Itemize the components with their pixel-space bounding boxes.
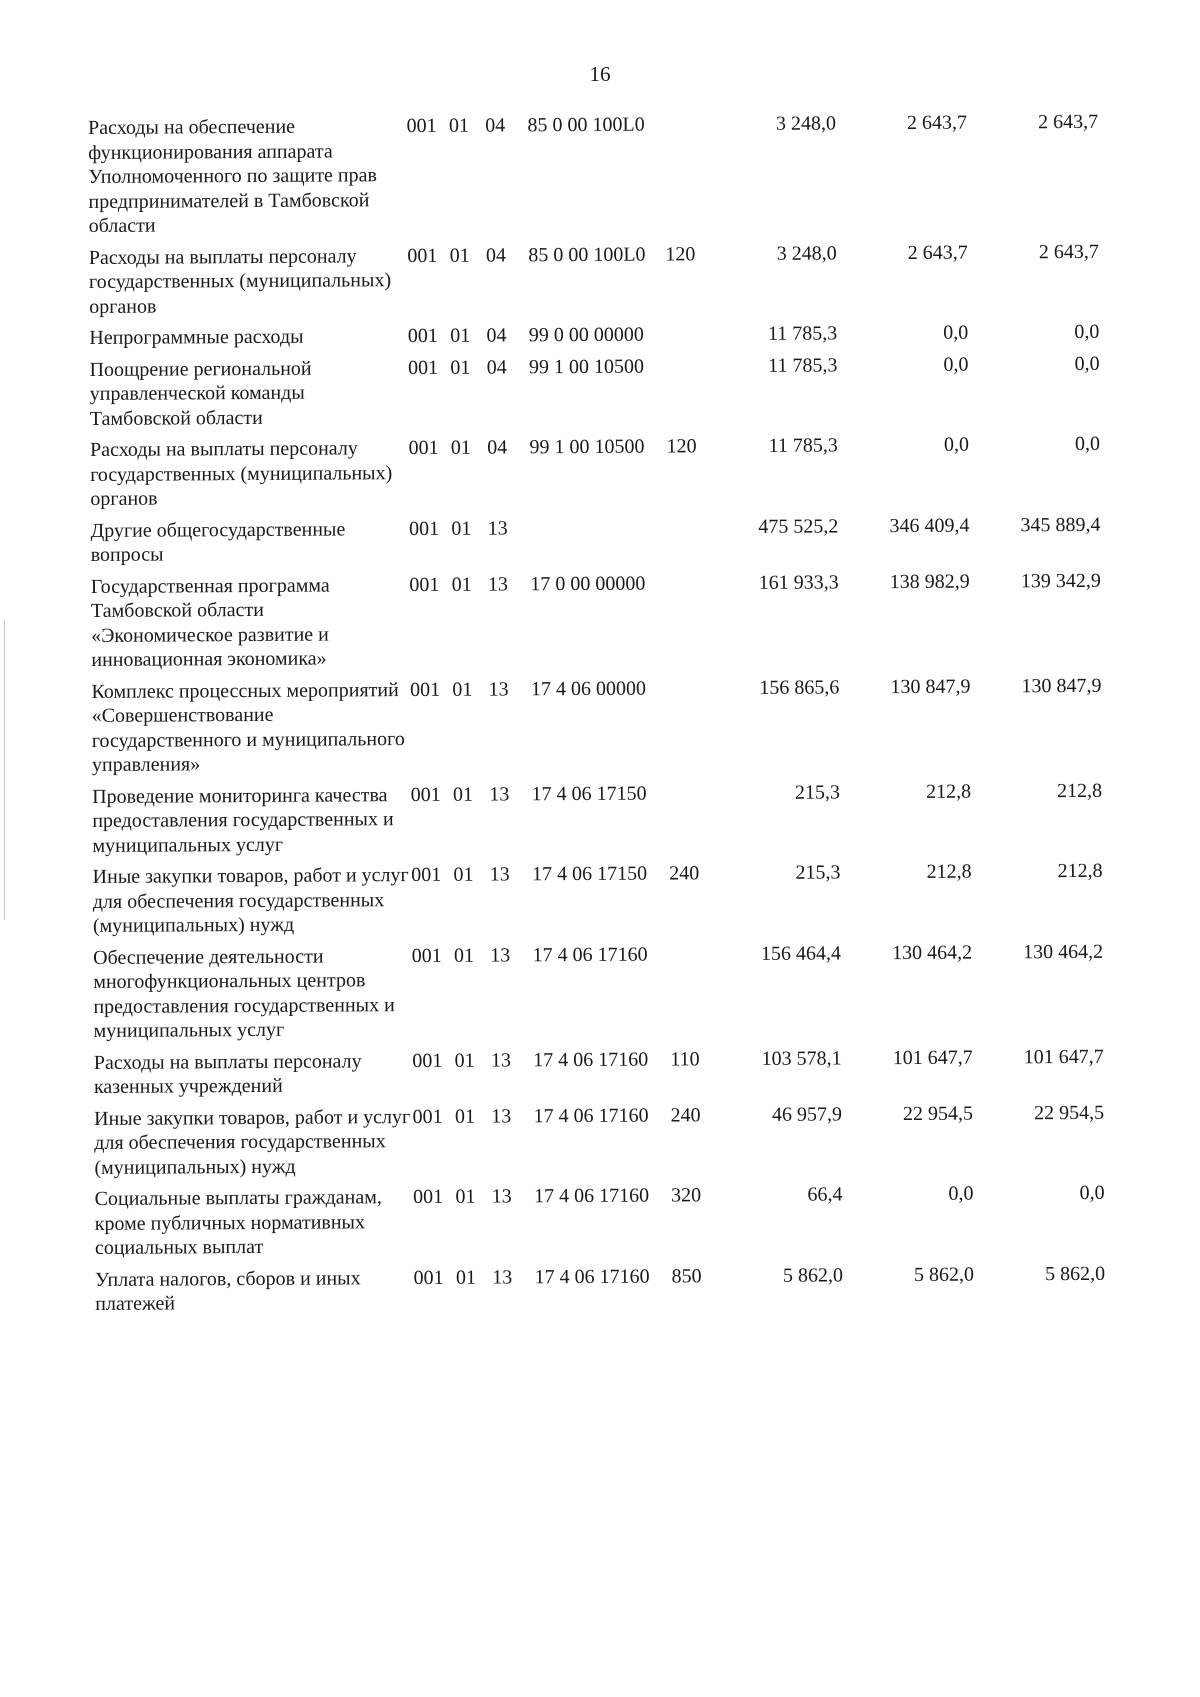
subsection-code: 13 xyxy=(490,1048,511,1072)
amount-year-1: 156 865,6 xyxy=(759,675,840,699)
subsection-code: 13 xyxy=(490,943,511,967)
table-row xyxy=(90,432,1100,519)
target-article-code: 17 4 06 17160 xyxy=(533,1048,649,1071)
subsection-code: 04 xyxy=(486,355,507,379)
expense-type-code xyxy=(669,781,730,862)
row-name: Иные закупки товаров, работ и услуг для обеспечения государственных (муниципальных) нужд xyxy=(92,864,409,937)
row-name: Поощрение региональной управленческой команды Тамбовской области xyxy=(89,357,312,430)
subsection-code: 04 xyxy=(485,114,506,137)
amount-year-2: 212,8 xyxy=(926,860,972,883)
amount-year-3: 5 862,0 xyxy=(1045,1262,1106,1285)
amount-year-3: 139 342,9 xyxy=(1020,569,1101,592)
amount-year-3: 345 889,4 xyxy=(1020,513,1101,536)
amount-year-3: 130 847,9 xyxy=(1021,674,1102,697)
admin-code: 001 xyxy=(413,1266,444,1289)
row-name: Расходы на выплаты персоналу государственных (муниципальных) органов xyxy=(89,437,393,510)
amount-year-2: 5 862,0 xyxy=(913,1263,975,1286)
table-row xyxy=(91,673,1102,784)
admin-code: 001 xyxy=(411,944,442,967)
row-name: Комплекс процессных мероприятий «Совершенствование государственного и муниципального управления» xyxy=(91,678,405,776)
admin-code: 001 xyxy=(412,1049,443,1072)
amount-year-1: 161 933,3 xyxy=(758,570,839,594)
table-row xyxy=(91,568,1102,679)
expense-type-code: 120 xyxy=(666,435,697,458)
amount-year-3: 0,0 xyxy=(1074,352,1100,375)
amount-year-1: 103 578,1 xyxy=(761,1046,842,1070)
subsection-code: 13 xyxy=(492,1265,513,1289)
target-article-code: 17 4 06 00000 xyxy=(530,677,647,700)
amount-year-3: 2 643,7 xyxy=(1038,240,1099,263)
scan-artifact xyxy=(4,620,5,920)
target-article-code: 99 1 00 10500 xyxy=(528,355,645,378)
section-code: 01 xyxy=(450,356,471,379)
admin-code: 001 xyxy=(408,436,439,460)
amount-year-2: 0,0 xyxy=(943,433,969,456)
expense-type-code: 240 xyxy=(670,1103,701,1126)
target-article-code: 17 0 00 00000 xyxy=(530,572,646,595)
section-code: 01 xyxy=(452,678,473,701)
target-article-code xyxy=(528,515,667,572)
expense-type-code xyxy=(666,354,727,435)
section-code: 01 xyxy=(454,1049,475,1072)
subsection-code: 13 xyxy=(487,572,509,596)
amount-year-1: 3 248,0 xyxy=(775,112,837,135)
expense-type-code xyxy=(665,112,726,242)
amount-year-3: 2 643,7 xyxy=(1037,110,1099,134)
admin-code: 001 xyxy=(409,573,440,596)
amount-year-2: 101 647,7 xyxy=(892,1046,973,1069)
amount-year-1: 156 464,4 xyxy=(760,941,842,965)
admin-code: 001 xyxy=(412,1105,443,1128)
section-code: 01 xyxy=(452,783,474,806)
section-code: 01 xyxy=(451,517,472,540)
amount-year-2: 2 643,7 xyxy=(906,111,968,134)
row-name: Непрограммные расходы xyxy=(89,325,304,349)
row-name: Расходы на обеспечение функционирования аппарата Уполномоченного по защите прав предпринимателей в Тамбовской области xyxy=(88,115,377,237)
budget-table xyxy=(88,110,1105,1324)
expense-type-code xyxy=(668,676,729,781)
expense-type-code xyxy=(666,322,727,354)
row-name: Расходы на выплаты персоналу казенных учреждений xyxy=(93,1049,362,1098)
amount-year-2: 130 847,9 xyxy=(890,675,971,698)
section-code: 01 xyxy=(455,1185,476,1208)
target-article-code: 17 4 06 17160 xyxy=(534,1265,650,1288)
table-row xyxy=(94,1044,1104,1106)
expense-type-code: 110 xyxy=(670,1047,700,1070)
amount-year-3: 212,8 xyxy=(1057,859,1103,883)
admin-code: 001 xyxy=(411,863,442,887)
section-code: 01 xyxy=(450,324,471,347)
amount-year-3: 0,0 xyxy=(1079,1181,1105,1204)
target-article-code: 99 0 00 00000 xyxy=(528,323,644,347)
amount-year-1: 46 957,9 xyxy=(771,1102,843,1126)
amount-year-1: 11 785,3 xyxy=(768,353,838,377)
section-code: 01 xyxy=(453,863,474,886)
table-row xyxy=(90,512,1100,574)
table-row xyxy=(88,110,1099,246)
expense-type-code: 240 xyxy=(669,862,700,885)
amount-year-1: 215,3 xyxy=(795,861,841,884)
section-code: 01 xyxy=(455,1266,477,1289)
section-code: 01 xyxy=(451,573,472,596)
row-name: Другие общегосударственные вопросы xyxy=(90,517,346,566)
section-code: 01 xyxy=(450,436,471,459)
admin-code: 001 xyxy=(413,1185,444,1209)
admin-code: 001 xyxy=(410,783,441,806)
section-code: 01 xyxy=(453,944,475,967)
amount-year-2: 0,0 xyxy=(948,1182,974,1205)
table-row xyxy=(95,1181,1105,1268)
table-row xyxy=(94,1100,1104,1187)
amount-year-3: 130 464,2 xyxy=(1023,940,1104,963)
subsection-code: 13 xyxy=(489,863,510,886)
subsection-code: 13 xyxy=(491,1104,512,1128)
expense-type-code: 320 xyxy=(671,1184,702,1207)
amount-year-2: 130 464,2 xyxy=(891,941,973,964)
amount-year-3: 22 954,5 xyxy=(1034,1101,1105,1124)
row-name: Обеспечение деятельности многофункциональных центров предоставления государственных и муниципальных услуг xyxy=(93,945,395,1042)
table-row xyxy=(93,859,1103,946)
admin-code: 001 xyxy=(408,517,440,540)
target-article-code: 17 4 06 17150 xyxy=(531,782,647,805)
table-row xyxy=(89,239,1099,326)
amount-year-1: 66,4 xyxy=(807,1183,843,1206)
subsection-code: 13 xyxy=(491,1185,512,1208)
admin-code: 001 xyxy=(407,356,439,379)
table-row xyxy=(93,939,1104,1050)
row-name: Социальные выплаты гражданам, кроме публичных нормативных социальных выплат xyxy=(94,1186,382,1259)
amount-year-1: 215,3 xyxy=(794,780,841,804)
amount-year-1: 5 862,0 xyxy=(782,1263,844,1287)
amount-year-3: 212,8 xyxy=(1057,779,1103,802)
expense-type-code xyxy=(667,571,728,676)
subsection-code: 04 xyxy=(487,436,508,459)
target-article-code: 85 0 00 100L0 xyxy=(527,113,645,137)
admin-code: 001 xyxy=(409,678,441,701)
target-article-code: 17 4 06 17160 xyxy=(532,943,648,966)
amount-year-1: 3 248,0 xyxy=(776,241,837,265)
amount-year-2: 2 643,7 xyxy=(907,241,968,264)
table-row xyxy=(92,778,1102,865)
table-row xyxy=(89,351,1099,438)
target-article-code: 85 0 00 100L0 xyxy=(528,243,646,266)
page-number: 16 xyxy=(589,62,611,86)
amount-year-2: 22 954,5 xyxy=(902,1102,974,1125)
row-name: Расходы на выплаты персоналу государственных (муниципальных) органов xyxy=(88,244,392,318)
amount-year-3: 0,0 xyxy=(1074,320,1100,343)
amount-year-1: 11 785,3 xyxy=(767,322,838,345)
section-code: 01 xyxy=(448,114,469,137)
subsection-code: 13 xyxy=(487,516,508,540)
section-code: 01 xyxy=(449,244,470,267)
amount-year-2: 346 409,4 xyxy=(889,514,970,537)
target-article-code: 17 4 06 17160 xyxy=(533,1184,650,1208)
expense-type-code xyxy=(667,515,728,571)
expense-type-code: 850 xyxy=(671,1264,702,1287)
subsection-code: 04 xyxy=(485,243,507,267)
target-article-code: 17 4 06 17150 xyxy=(532,862,648,886)
amount-year-2: 138 982,9 xyxy=(889,570,970,593)
target-article-code: 17 4 06 17160 xyxy=(533,1104,649,1127)
table-row xyxy=(95,1261,1105,1323)
section-code: 01 xyxy=(454,1105,476,1128)
row-name: Иные закупки товаров, работ и услуг для обеспечения государственных (муниципальных) нужд xyxy=(94,1105,411,1179)
admin-code: 001 xyxy=(407,244,438,267)
amount-year-2: 212,8 xyxy=(925,780,972,803)
row-name: Государственная программа Тамбовской области «Экономическое развитие и инновационная экономика» xyxy=(90,574,330,671)
admin-code: 001 xyxy=(406,114,437,138)
admin-code: 001 xyxy=(407,324,438,348)
amount-year-2: 0,0 xyxy=(943,321,969,344)
target-article-code: 99 1 00 10500 xyxy=(529,435,645,459)
row-name: Уплата налогов, сборов и иных платежей xyxy=(95,1266,361,1315)
subsection-code: 04 xyxy=(486,324,507,347)
amount-year-1: 11 785,3 xyxy=(768,434,838,457)
amount-year-1: 475 525,2 xyxy=(758,514,839,538)
table-body xyxy=(88,110,1105,1324)
amount-year-3: 0,0 xyxy=(1074,432,1101,455)
subsection-code: 13 xyxy=(488,677,509,701)
amount-year-2: 0,0 xyxy=(943,353,969,376)
expense-type-code xyxy=(670,942,731,1047)
subsection-code: 13 xyxy=(489,782,510,806)
amount-year-3: 101 647,7 xyxy=(1023,1045,1104,1068)
expense-type-code: 120 xyxy=(665,242,696,265)
row-name: Проведение мониторинга качества предоставления государственных и муниципальных услуг xyxy=(92,783,394,857)
